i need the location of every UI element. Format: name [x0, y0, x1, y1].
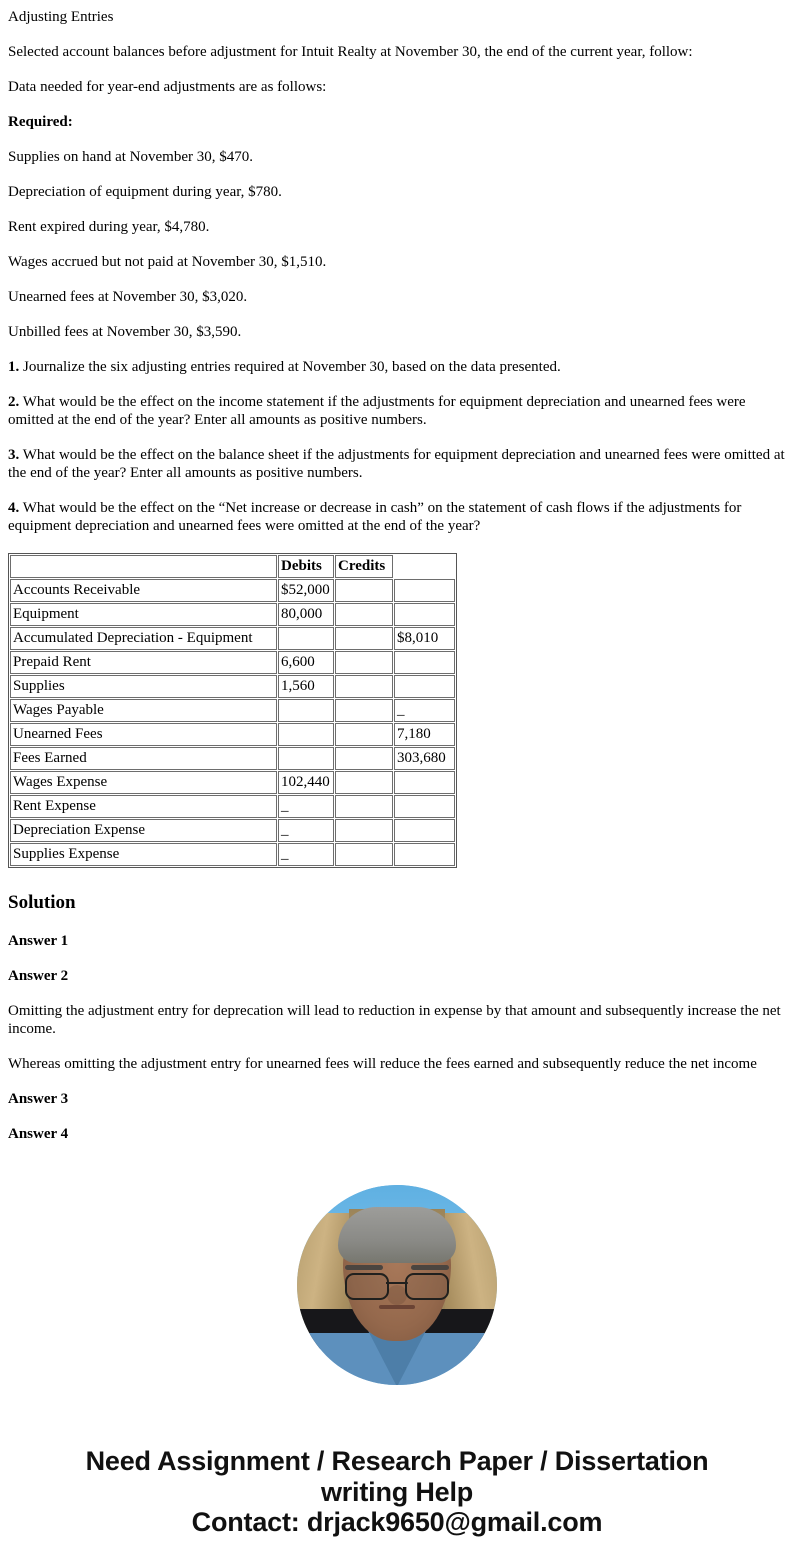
cell-debits: _ [278, 819, 334, 842]
header-extra [394, 555, 455, 578]
avatar-hair [338, 1207, 456, 1263]
intro-paragraph-balances: Selected account balances before adjustment for Intuit Realty at November 30, the end of the current year, follow: [8, 44, 693, 60]
balances-table [8, 553, 457, 868]
required-label: Required: [8, 114, 73, 130]
cell-account: Supplies [10, 675, 277, 698]
cell-account: Equipment [10, 603, 277, 626]
spacer [8, 201, 786, 218]
table-row [10, 723, 455, 746]
question-2-number: 2. [8, 394, 20, 410]
cell-extra [394, 675, 455, 698]
question-1 [8, 358, 786, 376]
glasses-lens-right [405, 1273, 449, 1300]
answer-4-heading: Answer 4 [8, 1125, 69, 1142]
header-credits: Credits [335, 555, 393, 578]
cell-account: Unearned Fees [10, 723, 277, 746]
spacer [8, 341, 786, 358]
spacer [8, 915, 786, 932]
cell-extra [394, 579, 455, 602]
table-row [10, 771, 455, 794]
cell-extra [394, 843, 455, 866]
table-header-row [10, 555, 455, 578]
answer-1-heading: Answer 1 [8, 932, 69, 949]
avatar-eyebrow-right [411, 1265, 449, 1270]
question-3-number: 3. [8, 447, 20, 463]
answer-3-heading: Answer 3 [8, 1090, 69, 1107]
cell-extra [394, 771, 455, 794]
cell-debits: _ [278, 843, 334, 866]
intro-paragraph-adjustments: Data needed for year-end adjustments are as follows: [8, 79, 327, 95]
cell-account: Fees Earned [10, 747, 277, 770]
question-3 [8, 446, 786, 482]
spacer [8, 1108, 786, 1125]
cell-account: Depreciation Expense [10, 819, 277, 842]
table-row [10, 795, 455, 818]
spacer [8, 306, 786, 323]
footer-line-1: Need Assignment / Research Paper / Dissertation [85, 1446, 709, 1477]
avatar [297, 1185, 497, 1385]
question-4-number: 4. [8, 500, 20, 516]
cell-account: Supplies Expense [10, 843, 277, 866]
spacer [8, 950, 786, 967]
spacer [8, 26, 786, 43]
table-row [10, 843, 455, 866]
data-item-wages: Wages accrued but not paid at November 30, $1,510. [8, 254, 327, 270]
glasses-lens-left [345, 1273, 389, 1300]
question-3-text: What would be the effect on the balance sheet if the adjustments for equipment depreciation and unearned fees were omitted at the end of the year? Enter all amounts as positive numbers. [8, 447, 785, 481]
cell-debits: _ [278, 795, 334, 818]
document-title-line: Adjusting Entries [8, 9, 114, 25]
cell-debits: $52,000 [278, 579, 334, 602]
data-item-rent: Rent expired during year, $4,780. [8, 219, 210, 235]
cell-debits [278, 699, 334, 722]
cell-credits [335, 771, 393, 794]
footer-line-3: Contact: drjack9650@gmail.com [191, 1506, 603, 1537]
spacer [8, 271, 786, 288]
table-row [10, 651, 455, 674]
cell-debits [278, 723, 334, 746]
spacer [8, 61, 786, 78]
spacer [8, 1073, 786, 1090]
cell-extra: 303,680 [394, 747, 455, 770]
cell-account: Wages Expense [10, 771, 277, 794]
question-2 [8, 393, 786, 429]
avatar-eyebrow-left [345, 1265, 383, 1270]
data-item-supplies: Supplies on hand at November 30, $470. [8, 149, 253, 165]
data-item-unearned-fees: Unearned fees at November 30, $3,020. [8, 289, 248, 305]
cell-debits: 80,000 [278, 603, 334, 626]
spacer [8, 131, 786, 148]
question-4 [8, 499, 786, 535]
question-2-text: What would be the effect on the income statement if the adjustments for equipment depreciation and unearned fees were omitted at the end of the year? Enter all amounts as positive numbers. [8, 394, 746, 428]
data-item-unbilled-fees: Unbilled fees at November 30, $3,590. [8, 324, 242, 340]
cell-extra [394, 819, 455, 842]
table-row [10, 819, 455, 842]
spacer [8, 376, 786, 393]
cell-debits [278, 627, 334, 650]
cell-account: Prepaid Rent [10, 651, 277, 674]
cell-credits [335, 819, 393, 842]
table-row [10, 627, 455, 650]
cell-account: Accounts Receivable [10, 579, 277, 602]
cell-credits [335, 747, 393, 770]
cell-credits [335, 627, 393, 650]
balances-table-wrapper [8, 553, 786, 868]
cell-account: Wages Payable [10, 699, 277, 722]
header-debits: Debits [278, 555, 334, 578]
cell-extra: 7,180 [394, 723, 455, 746]
cell-account: Rent Expense [10, 795, 277, 818]
spacer [8, 985, 786, 1002]
question-1-number: 1. [8, 359, 20, 375]
table-head [10, 555, 455, 578]
cell-credits [335, 723, 393, 746]
cell-extra [394, 795, 455, 818]
spacer [8, 482, 786, 499]
footer-cta [8, 1446, 786, 1555]
cell-credits [335, 675, 393, 698]
solution-heading: Solution [8, 892, 76, 913]
spacer [8, 166, 786, 183]
footer-line-2: writing Help [320, 1476, 474, 1507]
spacer [8, 236, 786, 253]
cell-debits: 6,600 [278, 651, 334, 674]
answer-2-paragraph-2: Whereas omitting the adjustment entry for unearned fees will reduce the fees earned and subsequently reduce the net income [8, 1055, 757, 1072]
cell-credits [335, 699, 393, 722]
answer-2-heading: Answer 2 [8, 967, 69, 984]
cell-credits [335, 579, 393, 602]
question-1-text: Journalize the six adjusting entries required at November 30, based on the data presented. [23, 359, 561, 375]
cell-credits [335, 843, 393, 866]
cell-credits [335, 795, 393, 818]
avatar-block [8, 1185, 786, 1391]
spacer [8, 429, 786, 446]
table-row [10, 747, 455, 770]
cell-credits [335, 603, 393, 626]
table-body [10, 579, 455, 866]
data-item-depreciation: Depreciation of equipment during year, $780. [8, 184, 282, 200]
avatar-nose [387, 1285, 407, 1305]
table-row [10, 675, 455, 698]
cell-extra [394, 603, 455, 626]
answer-2-paragraph-1: Omitting the adjustment entry for deprecation will lead to reduction in expense by that amount and subsequently increase the net income. [8, 1002, 781, 1037]
cell-debits [278, 747, 334, 770]
table-row [10, 579, 455, 602]
cell-debits: 1,560 [278, 675, 334, 698]
cell-extra [394, 651, 455, 674]
spacer [8, 1038, 786, 1055]
avatar-mouth [379, 1305, 415, 1309]
cell-debits: 102,440 [278, 771, 334, 794]
cell-extra: _ [394, 699, 455, 722]
table-row [10, 603, 455, 626]
cell-credits [335, 651, 393, 674]
header-account [10, 555, 277, 578]
cell-account: Accumulated Depreciation - Equipment [10, 627, 277, 650]
question-4-text: What would be the effect on the “Net increase or decrease in cash” on the statement of cash flows if the adjustments for equipment depreciation and unearned fees were omitted at the end of the year? [8, 500, 742, 534]
spacer [8, 96, 786, 113]
cell-extra: $8,010 [394, 627, 455, 650]
table-row [10, 699, 455, 722]
